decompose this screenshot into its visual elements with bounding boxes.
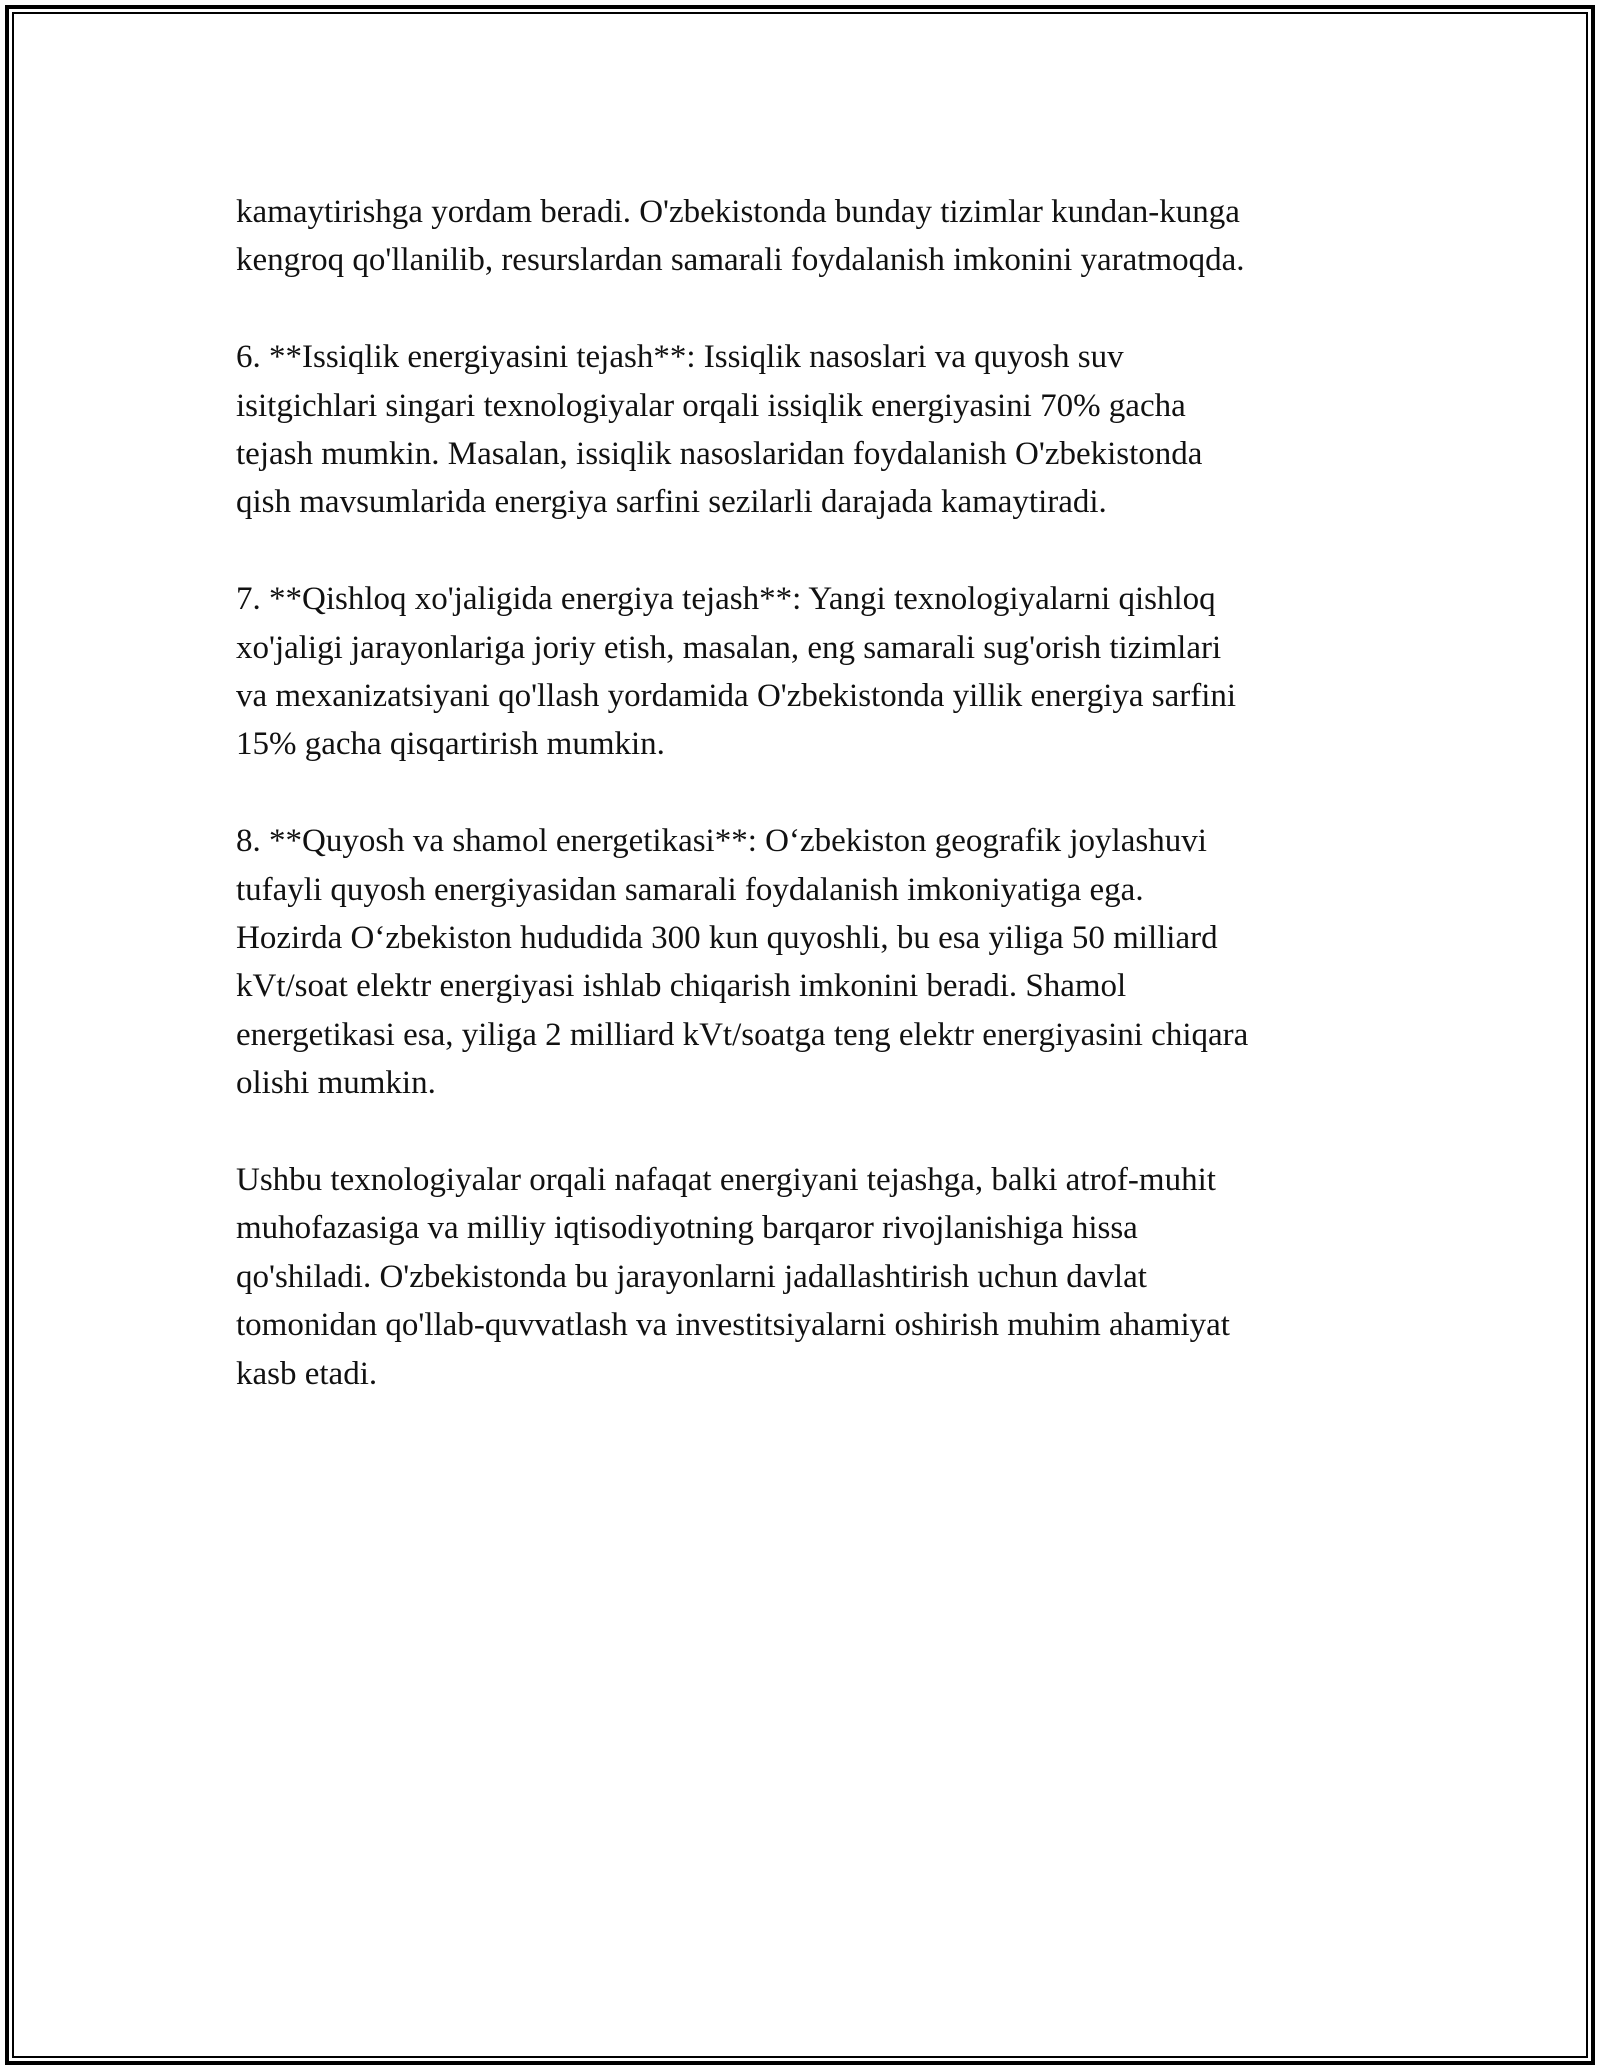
paragraph-solar-wind-energy: 8. **Quyosh va shamol energetikasi**: O‘zbekiston geografik joylashuvi tufayli quyosh energiyasidan samarali foydalanish imkoniyatiga ega. Hozirda O‘zbekiston hududida 300 kun quyoshli, bu esa yiliga 50 milliard kVt/soat elektr energiyasi ishlab chiqarish imkonini beradi. Shamol energetikasi esa, yiliga 2 milliard kVt/soatga teng elektr energiyasini chiqara olishi mumkin. [236,823,1249,1102]
paragraph-continuation: kamaytirishga yordam beradi. O'zbekistonda bunday tizimlar kundan-kunga kengroq qo'llanilib, resurslardan samarali foydalanish imkonini yaratmoqda. [236,194,1245,279]
paragraph-heat-energy-saving: 6. **Issiqlik energiyasini tejash**: Issiqlik nasoslari va quyosh suv isitgichlari singari texnologiyalar orqali issiqlik energiyasini 70% gacha tejash mumkin. Masalan, issiqlik nasoslaridan foydalanish O'zbekistonda qish mavsumlarida energiya sarfini sezilarli darajada kamaytiradi. [236,339,1203,521]
paragraph-agriculture-energy-saving: 7. **Qishloq xo'jaligida energiya tejash**: Yangi texnologiyalarni qishloq xo'jaligi jarayonlariga joriy etish, masalan, eng samarali sug'orish tizimlari va mexanizatsiyani qo'llash yordamida O'zbekistonda yillik energiya sarfini 15% gacha qisqartirish mumkin. [236,581,1237,763]
document-body [236,188,1386,1446]
paragraph-conclusion: Ushbu texnologiyalar orqali nafaqat energiyani tejashga, balki atrof-muhit muhofazasiga va milliy iqtisodiyotning barqaror rivojlanishiga hissa qo'shiladi. O'zbekistonda bu jarayonlarni jadallashtirish uchun davlat tomonidan qo'llab-quvvatlash va investitsiyalarni oshirish muhim ahamiyat kasb etadi. [236,1162,1230,1392]
